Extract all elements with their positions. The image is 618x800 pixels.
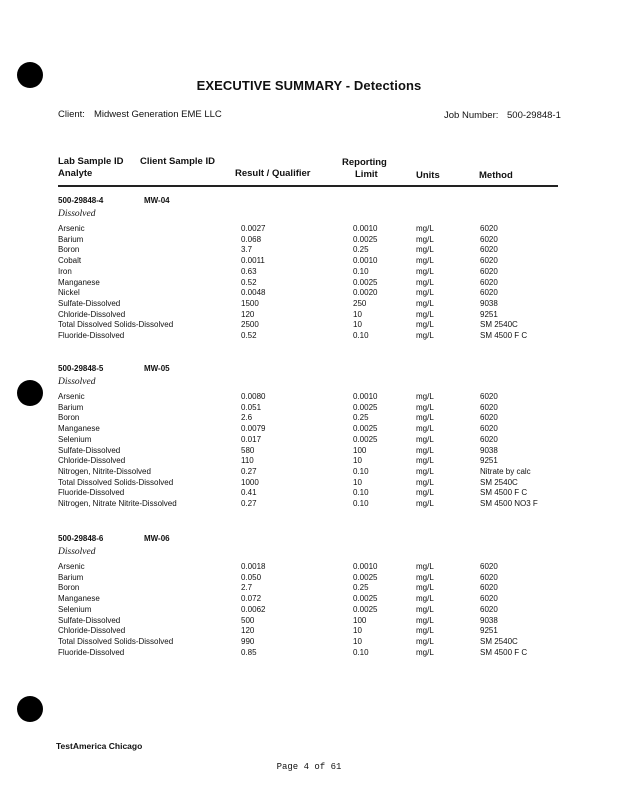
result-cell: 3.7 (241, 245, 253, 255)
analyte-cell: Chloride-Dissolved (58, 309, 126, 319)
method-cell: 6020 (480, 562, 498, 571)
result-cell: 0.0027 (241, 224, 266, 233)
method-cell: 6020 (480, 277, 498, 287)
limit-cell: 0.10 (353, 647, 369, 657)
analyte-cell: Iron (58, 266, 72, 276)
method-cell: 6020 (480, 572, 498, 582)
method-cell: SM 4500 NO3 F (480, 499, 538, 508)
method-cell: 6020 (480, 594, 498, 604)
job-number: 500-29848-1 (507, 110, 561, 121)
limit-cell: 10 (353, 309, 362, 319)
limit-cell: 0.0025 (353, 604, 378, 614)
lab-name: TestAmerica Chicago (56, 741, 143, 751)
limit-cell: 0.0010 (353, 392, 378, 401)
result-cell: 0.050 (241, 572, 262, 582)
col-analyte: Analyte (58, 168, 93, 179)
result-cell: 2.6 (241, 413, 253, 423)
analyte-cell: Fluoride-Dissolved (58, 331, 125, 340)
limit-cell: 10 (353, 320, 362, 330)
analyte-cell: Chloride-Dissolved (58, 456, 126, 466)
analyte-cell: Boron (58, 413, 80, 423)
analyte-cell: Boron (58, 245, 80, 255)
units-cell: mg/L (416, 626, 434, 636)
col-result-qualifier: Result / Qualifier (235, 168, 311, 179)
client-name: Midwest Generation EME LLC (94, 109, 222, 120)
result-cell: 0.27 (241, 466, 257, 476)
limit-cell: 0.25 (353, 413, 369, 423)
units-cell: mg/L (416, 499, 434, 508)
analyte-cell: Arsenic (58, 562, 85, 571)
units-cell: mg/L (416, 245, 434, 255)
units-cell: mg/L (416, 266, 434, 276)
result-cell: 0.072 (241, 594, 262, 604)
result-cell: 0.41 (241, 488, 257, 498)
analyte-cell: Selenium (58, 604, 92, 614)
method-cell: 6020 (480, 234, 498, 244)
result-cell: 0.27 (241, 499, 257, 508)
limit-cell: 10 (353, 636, 362, 646)
col-method: Method (479, 170, 513, 181)
sample-client-id: MW-05 (144, 364, 170, 373)
col-client-sample-id: Client Sample ID (140, 156, 215, 167)
units-cell: mg/L (416, 331, 434, 340)
method-cell: 6020 (480, 413, 498, 423)
analyte-cell: Barium (58, 234, 84, 244)
limit-cell: 0.0025 (353, 234, 378, 244)
method-cell: 6020 (480, 224, 498, 233)
sample-lab-id: 500-29848-5 (58, 364, 104, 373)
analyte-cell: Nitrogen, Nitrite-Dissolved (58, 466, 151, 476)
limit-cell: 0.0025 (353, 572, 378, 582)
limit-cell: 0.10 (353, 488, 369, 498)
sample-category: Dissolved (58, 209, 96, 219)
units-cell: mg/L (416, 277, 434, 287)
units-cell: mg/L (416, 647, 434, 657)
units-cell: mg/L (416, 320, 434, 330)
method-cell: 6020 (480, 434, 498, 444)
result-cell: 0.0011 (241, 256, 265, 266)
method-cell: SM 2540C (480, 477, 518, 487)
result-cell: 0.068 (241, 234, 262, 244)
col-reporting: Reporting (342, 157, 387, 168)
analyte-cell: Fluoride-Dissolved (58, 647, 125, 657)
analyte-cell: Selenium (58, 434, 92, 444)
units-cell: mg/L (416, 562, 434, 571)
units-cell: mg/L (416, 594, 434, 604)
analyte-cell: Fluoride-Dissolved (58, 488, 125, 498)
analyte-cell: Manganese (58, 277, 100, 287)
result-cell: 0.0018 (241, 562, 266, 571)
method-cell: Nitrate by calc (480, 466, 531, 476)
analyte-cell: Nitrogen, Nitrate Nitrite-Dissolved (58, 499, 177, 508)
analyte-cell: Manganese (58, 424, 100, 434)
sample-client-id: MW-06 (144, 534, 170, 543)
limit-cell: 10 (353, 626, 362, 636)
units-cell: mg/L (416, 434, 434, 444)
result-cell: 0.0048 (241, 288, 266, 298)
limit-cell: 0.0025 (353, 402, 378, 412)
job-number-label: Job Number: (444, 110, 499, 121)
limit-cell: 10 (353, 456, 362, 466)
binder-hole-middle (17, 380, 43, 406)
result-cell: 110 (241, 456, 254, 466)
result-cell: 0.52 (241, 277, 257, 287)
units-cell: mg/L (416, 456, 434, 466)
sample-lab-id: 500-29848-4 (58, 196, 104, 205)
method-cell: SM 4500 F C (480, 647, 528, 657)
result-cell: 0.85 (241, 647, 257, 657)
limit-cell: 0.25 (353, 583, 369, 593)
analyte-cell: Total Dissolved Solids-Dissolved (58, 636, 174, 646)
method-cell: SM 2540C (480, 320, 518, 330)
limit-cell: 100 (353, 445, 367, 455)
units-cell: mg/L (416, 604, 434, 614)
method-cell: 6020 (480, 266, 498, 276)
header-rule (58, 185, 558, 187)
units-cell: mg/L (416, 392, 434, 401)
sample-category: Dissolved (58, 377, 96, 387)
limit-cell: 0.0010 (353, 562, 378, 571)
analyte-cell: Total Dissolved Solids-Dissolved (58, 477, 174, 487)
limit-cell: 0.25 (353, 245, 369, 255)
analyte-cell: Sulfate-Dissolved (58, 445, 121, 455)
units-cell: mg/L (416, 424, 434, 434)
col-units: Units (416, 170, 440, 181)
units-cell: mg/L (416, 583, 434, 593)
result-cell: 0.017 (241, 434, 262, 444)
analyte-cell: Arsenic (58, 392, 85, 401)
result-cell: 0.0080 (241, 392, 266, 401)
result-cell: 500 (241, 615, 255, 625)
units-cell: mg/L (416, 466, 434, 476)
result-cell: 0.52 (241, 331, 257, 340)
method-cell: 9251 (480, 626, 498, 636)
method-cell: 6020 (480, 402, 498, 412)
page-number: Page 4 of 61 (276, 762, 342, 772)
result-cell: 120 (241, 309, 255, 319)
analyte-cell: Barium (58, 572, 84, 582)
limit-cell: 0.0025 (353, 594, 378, 604)
method-cell: 9038 (480, 615, 498, 625)
limit-cell: 0.0025 (353, 424, 378, 434)
analyte-cell: Arsenic (58, 224, 85, 233)
client-label: Client: (58, 109, 85, 120)
result-cell: 0.0079 (241, 424, 266, 434)
method-cell: 6020 (480, 604, 498, 614)
method-cell: 9251 (480, 456, 498, 466)
limit-cell: 0.0025 (353, 434, 378, 444)
limit-cell: 100 (353, 615, 367, 625)
result-cell: 120 (241, 626, 255, 636)
units-cell: mg/L (416, 309, 434, 319)
page-title: EXECUTIVE SUMMARY - Detections (196, 78, 422, 93)
result-cell: 0.0062 (241, 604, 266, 614)
method-cell: 9251 (480, 309, 498, 319)
result-cell: 2.7 (241, 583, 253, 593)
units-cell: mg/L (416, 256, 434, 266)
result-cell: 1000 (241, 477, 259, 487)
analyte-cell: Nickel (58, 288, 80, 298)
binder-hole-bottom (17, 696, 43, 722)
method-cell: 6020 (480, 256, 498, 266)
method-cell: SM 4500 F C (480, 331, 528, 340)
method-cell: 9038 (480, 445, 498, 455)
analyte-cell: Boron (58, 583, 80, 593)
method-cell: 6020 (480, 392, 498, 401)
method-cell: 9038 (480, 298, 498, 308)
limit-cell: 0.10 (353, 266, 369, 276)
limit-cell: 0.10 (353, 331, 369, 340)
method-cell: 6020 (480, 245, 498, 255)
limit-cell: 0.0020 (353, 288, 378, 298)
method-cell: 6020 (480, 424, 498, 434)
result-cell: 1500 (241, 298, 259, 308)
col-limit: Limit (355, 169, 378, 180)
units-cell: mg/L (416, 402, 434, 412)
units-cell: mg/L (416, 413, 434, 423)
units-cell: mg/L (416, 288, 434, 298)
limit-cell: 250 (353, 298, 367, 308)
units-cell: mg/L (416, 445, 434, 455)
analyte-cell: Sulfate-Dissolved (58, 298, 121, 308)
method-cell: SM 4500 F C (480, 488, 528, 498)
analyte-cell: Barium (58, 402, 84, 412)
limit-cell: 0.10 (353, 466, 369, 476)
units-cell: mg/L (416, 572, 434, 582)
sample-category: Dissolved (58, 547, 96, 557)
method-cell: SM 2540C (480, 636, 518, 646)
col-lab-sample-id: Lab Sample ID (58, 156, 124, 167)
result-cell: 0.051 (241, 402, 262, 412)
units-cell: mg/L (416, 298, 434, 308)
limit-cell: 0.0010 (353, 256, 378, 266)
result-cell: 0.63 (241, 266, 257, 276)
units-cell: mg/L (416, 488, 434, 498)
units-cell: mg/L (416, 615, 434, 625)
limit-cell: 0.0010 (353, 224, 378, 233)
limit-cell: 0.10 (353, 499, 369, 508)
analyte-cell: Chloride-Dissolved (58, 626, 126, 636)
units-cell: mg/L (416, 477, 434, 487)
units-cell: mg/L (416, 234, 434, 244)
analyte-cell: Total Dissolved Solids-Dissolved (58, 320, 174, 330)
analyte-cell: Sulfate-Dissolved (58, 615, 121, 625)
units-cell: mg/L (416, 224, 434, 233)
units-cell: mg/L (416, 636, 434, 646)
sample-lab-id: 500-29848-6 (58, 534, 104, 543)
analyte-cell: Cobalt (58, 256, 82, 266)
method-cell: 6020 (480, 288, 498, 298)
result-cell: 990 (241, 636, 255, 646)
result-cell: 580 (241, 445, 255, 455)
limit-cell: 0.0025 (353, 277, 378, 287)
method-cell: 6020 (480, 583, 498, 593)
analyte-cell: Manganese (58, 594, 100, 604)
limit-cell: 10 (353, 477, 362, 487)
sample-client-id: MW-04 (144, 196, 170, 205)
result-cell: 2500 (241, 320, 259, 330)
